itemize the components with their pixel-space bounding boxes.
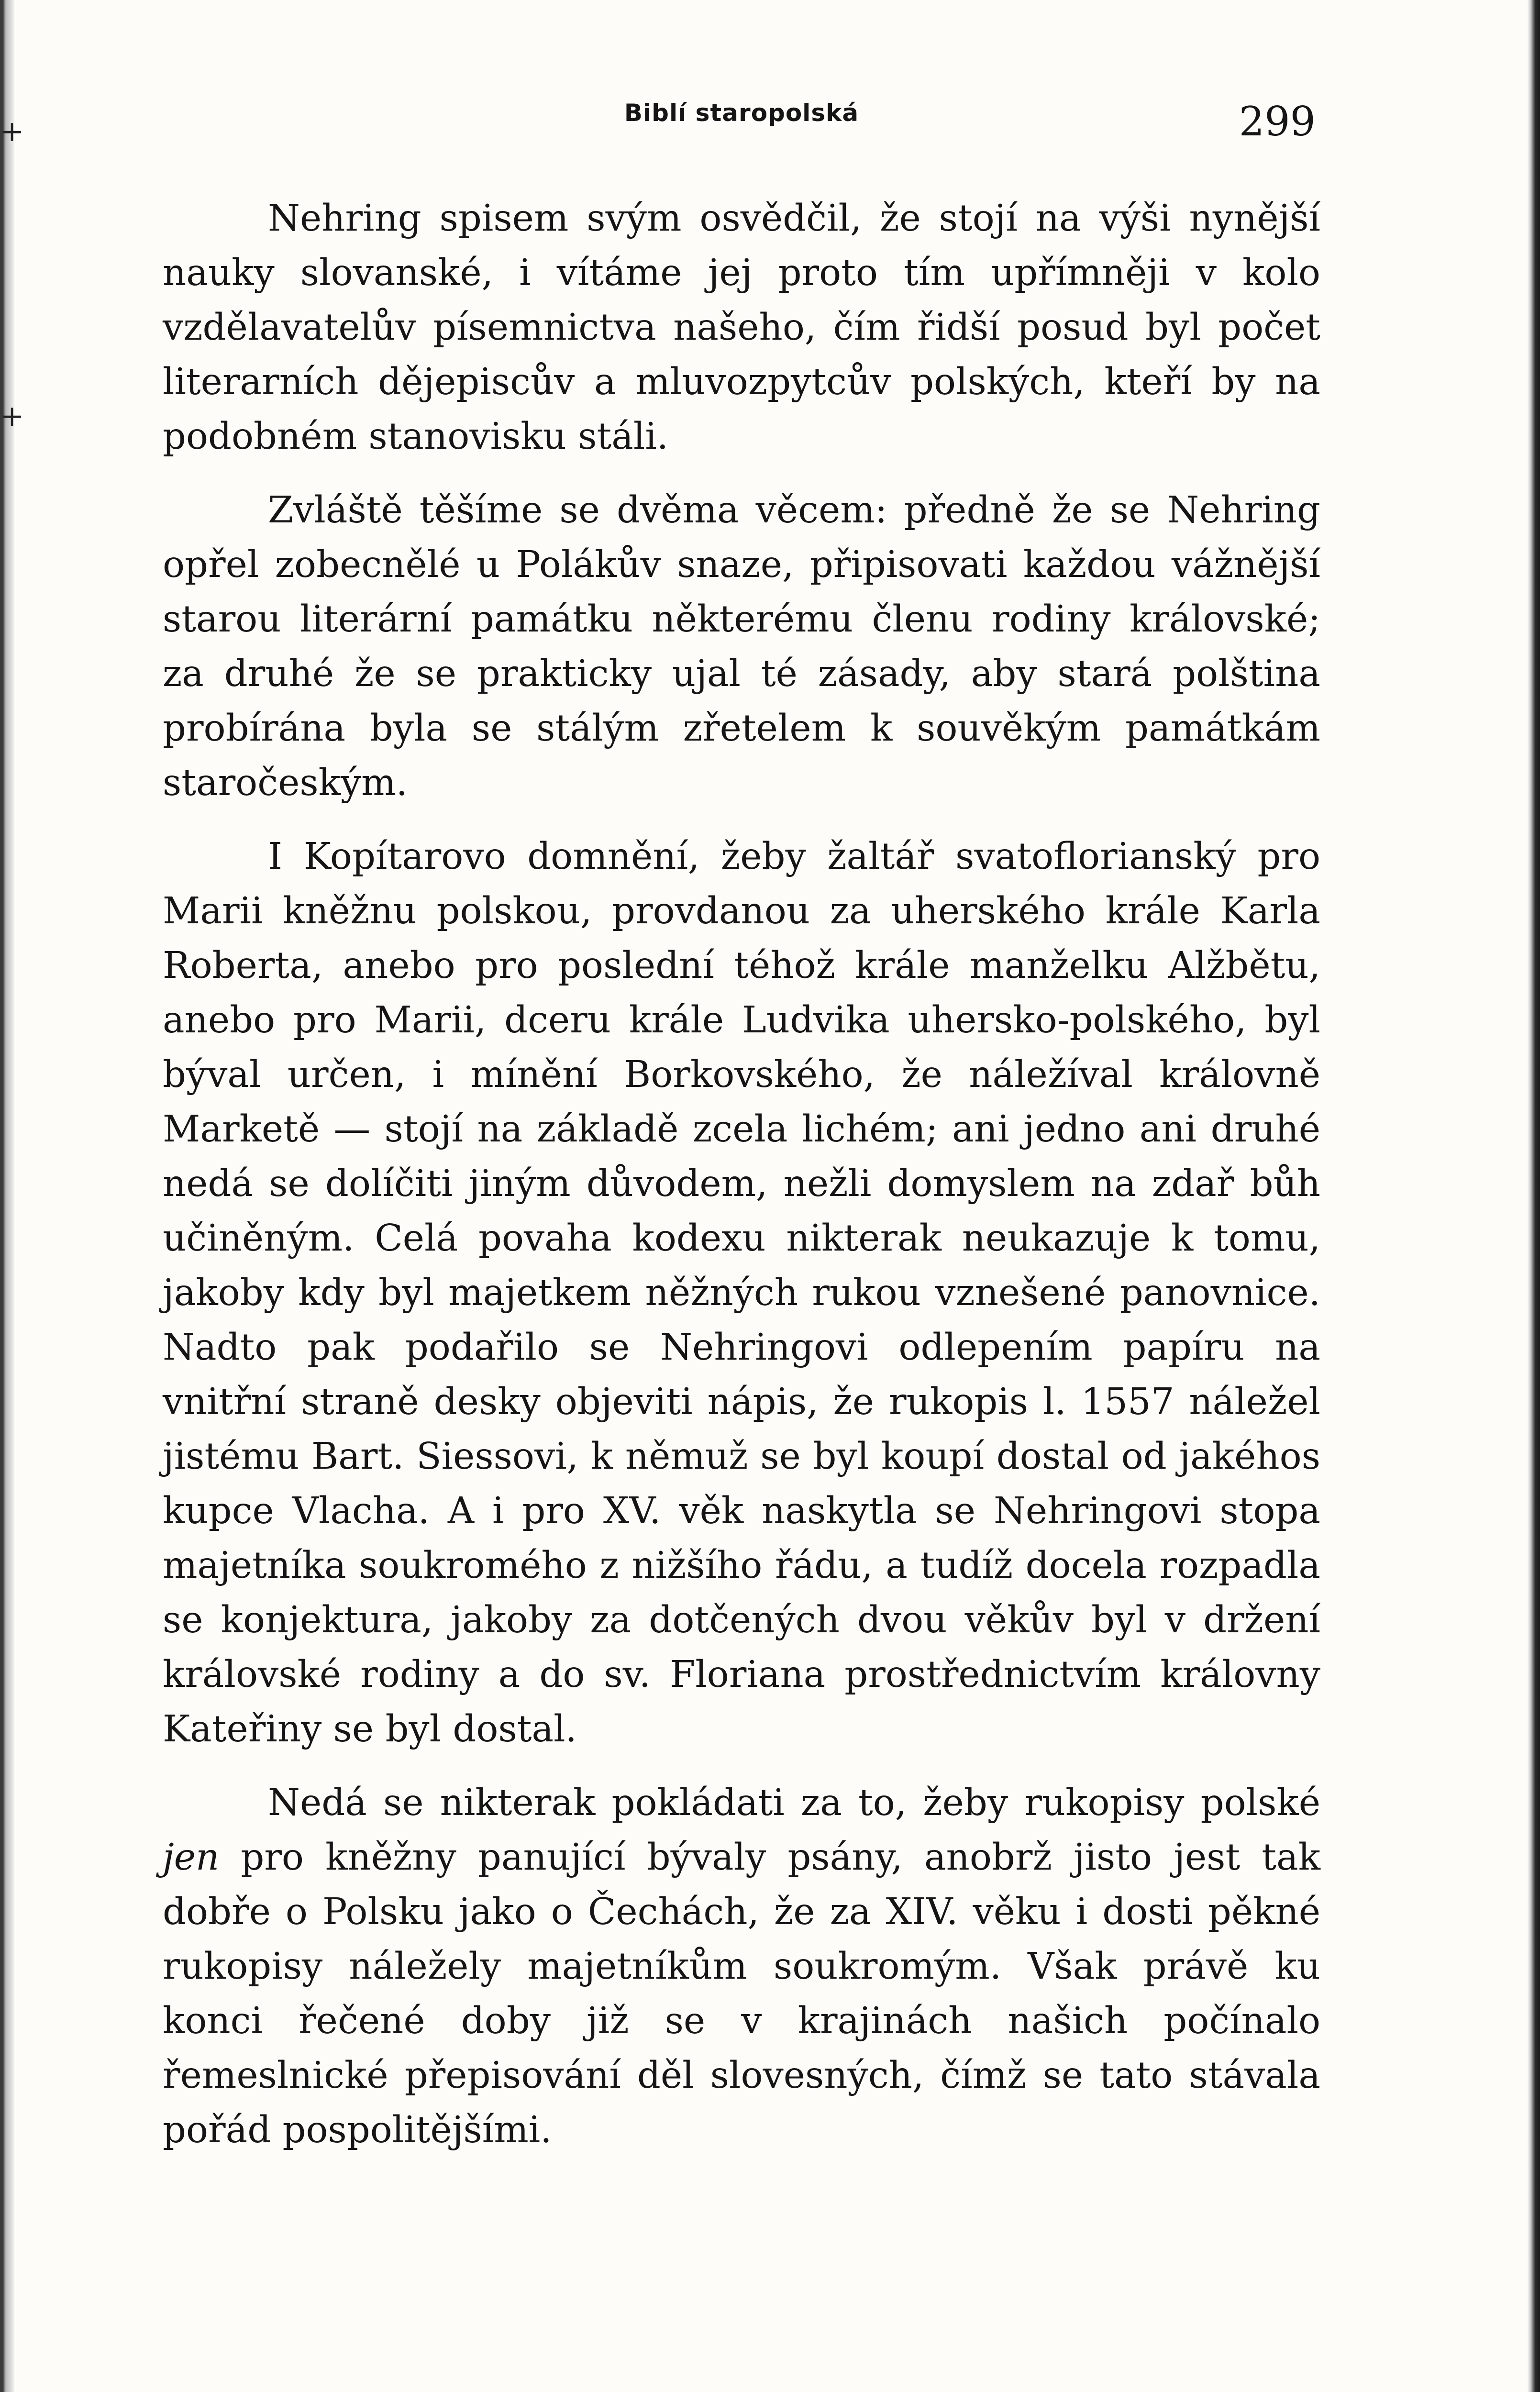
paragraph-4-emphasis: jen: [163, 1836, 220, 1879]
paragraph-3: I Kopítarovo domnění, žeby žaltář svatoflorianský pro Marii kněžnu polskou, provdanou za uherského krále Karla Roberta, anebo pro poslední téhož krále manželku Alžbětu, anebo pro Marii, dceru krále Ludvika uhersko-polského, byl býval určen, i mínění Borkovského, že náležíval královně Marketě — stojí na základě zcela lichém; ani jedno ani druhé nedá se dolíčiti jiným důvodem, nežli domyslem na zdař bůh učiněným. Celá povaha kodexu nikterak neukazuje k tomu, jakoby kdy byl majetkem něžných rukou vznešené panovnice. Nadto pak podařilo se Nehringovi odlepením papíru na vnitřní straně desky objeviti nápis, že rukopis l. 1557 náležel jistému Bart. Siessovi, k němuž se byl koupí dostal od jakéhos kupce Vlacha. A i pro XV. věk naskytla se Nehringovi stopa majetníka soukromého z nižšího řádu, a tudíž docela rozpadla se konjektura, jakoby za dotčených dvou věkův byl v držení královské rodiny a do sv. Floriana prostřednictvím královny Kateřiny se byl dostal.: [163, 835, 1320, 1750]
right-scan-edge: [1528, 0, 1540, 2392]
left-scan-edge: [0, 0, 14, 2392]
paragraph-4-rest: pro kněžny panující bývaly psány, anobrž jisto jest tak dobře o Polsku jako o Čechách, že za XIV. věku i dosti pěkné rukopisy náležely majetníkům soukromým. Však právě ku konci řečené doby již se v krajinách našich počínalo řemeslnické přepisování děl slovesných, čímž se tato stávala pořád pospolitějšími.: [163, 1836, 1320, 2151]
paragraph-1: Nehring spisem svým osvědčil, že stojí na výši nynější nauky slovanské, i vítáme jej proto tím upřímněji v kolo vzdělavatelův písemnictva našeho, čím řidší posud byl počet literarních dějepiscův a mluvozpytcův polských, kteří by na podobném stanovisku stáli.: [163, 197, 1320, 458]
paragraph-4: [163, 1776, 1320, 2158]
running-title: Biblí staropolská: [624, 99, 859, 127]
margin-mark-top: +: [0, 115, 24, 148]
paragraph-4-start: Nedá se nikterak pokládati za to, žeby rukopisy polské: [268, 1782, 1320, 1824]
paragraph-2: Zvláště těšíme se dvěma věcem: předně že se Nehring opřel zobecnělé u Polákův snaze, připisovati každou vážnější starou literární památku některému členu rodiny královské; za druhé že se prakticky ujal té zásady, aby stará polština probírána byla se stálým zřetelem k souvěkým památkám staročeským.: [163, 489, 1320, 804]
page-header: [163, 84, 1320, 165]
page-number: 299: [1239, 98, 1316, 145]
margin-mark-mid: +: [0, 399, 24, 433]
page-body: [163, 191, 1320, 2177]
